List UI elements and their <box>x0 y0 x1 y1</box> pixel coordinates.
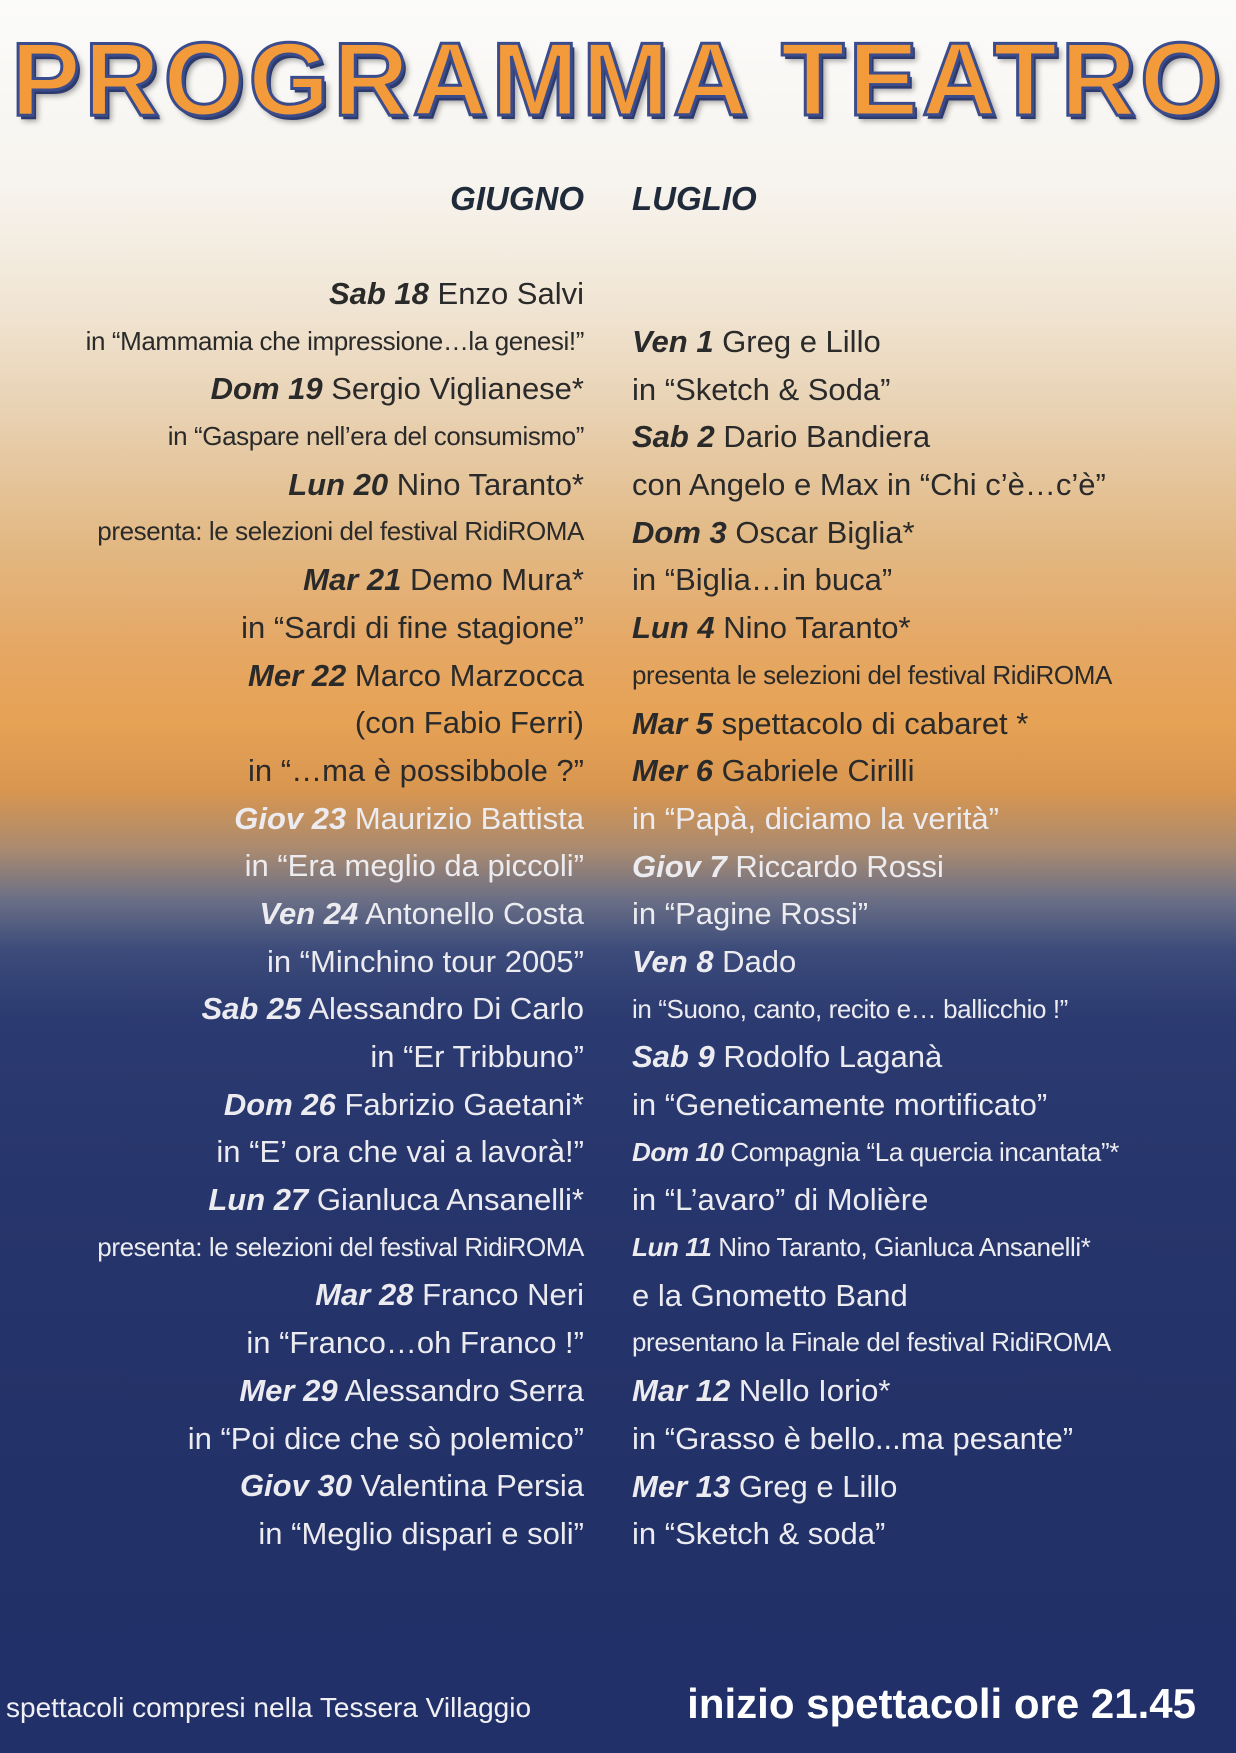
schedule-text: in “Sketch & soda” <box>632 1516 886 1552</box>
schedule-day: Giov 30 <box>239 1468 352 1504</box>
schedule-text: in “Suono, canto, recito e… ballicchio !” <box>632 993 1068 1024</box>
schedule-text: con Angelo e Max in “Chi c’è…c’è” <box>632 467 1106 503</box>
schedule-line <box>86 890 584 938</box>
schedule-text: Rodolfo Laganà <box>714 1039 943 1075</box>
july-schedule <box>632 318 1119 1558</box>
schedule-day: Dom 19 <box>210 371 323 407</box>
schedule-text: Valentina Persia <box>351 1468 584 1504</box>
schedule-text: in “Franco…oh Franco !” <box>246 1325 584 1361</box>
schedule-day: Mar 28 <box>315 1277 414 1313</box>
schedule-line <box>632 1176 1119 1224</box>
schedule-line <box>86 1128 584 1176</box>
schedule-day: Sab 18 <box>328 276 429 311</box>
schedule-line <box>86 270 584 318</box>
schedule-text: Alessandro Di Carlo <box>301 991 584 1027</box>
schedule-line <box>632 1510 1119 1558</box>
schedule-line <box>632 461 1119 509</box>
schedule-text: Dado <box>713 943 797 979</box>
schedule-day: Dom 26 <box>223 1086 336 1122</box>
schedule-day: Ven 1 <box>632 324 714 359</box>
schedule-line <box>632 986 1119 1034</box>
schedule-text: in “Er Tribbuno” <box>370 1039 584 1074</box>
schedule-line <box>86 1367 584 1415</box>
schedule-day: Lun 27 <box>208 1182 309 1218</box>
schedule-text: e la Gnometto Band <box>632 1277 908 1313</box>
schedule-line <box>632 1081 1119 1129</box>
schedule-line <box>632 1463 1119 1511</box>
schedule-text: Marco Marzocca <box>346 657 584 693</box>
schedule-day: Lun 20 <box>288 466 389 502</box>
schedule-line <box>632 938 1119 986</box>
schedule-line <box>632 843 1119 891</box>
schedule-text: Greg e Lillo <box>713 324 881 359</box>
schedule-text: Riccardo Rossi <box>726 848 944 884</box>
schedule-text: presenta le selezioni del festival RidiROMA <box>632 659 1112 690</box>
schedule-line <box>86 1224 584 1272</box>
schedule-line <box>86 1415 584 1463</box>
june-schedule <box>86 270 584 1558</box>
schedule-line <box>632 1224 1119 1272</box>
schedule-line <box>86 1462 584 1510</box>
schedule-line <box>632 652 1119 700</box>
schedule-text: in “E’ ora che vai a lavorà!” <box>216 1134 584 1170</box>
schedule-text: in “L’avaro” di Molière <box>632 1182 929 1218</box>
footer-start-time: inizio spettacoli ore 21.45 <box>687 1680 1196 1727</box>
schedule-text: in “Gaspare nell’era del consumismo” <box>167 421 584 452</box>
schedule-line <box>86 1271 584 1319</box>
schedule-line <box>632 700 1119 748</box>
schedule-line <box>86 413 584 461</box>
schedule-day: Mer 6 <box>632 753 713 789</box>
schedule-line <box>86 318 584 366</box>
schedule-day: Ven 24 <box>259 895 359 931</box>
schedule-text: Sergio Viglianese* <box>322 371 584 407</box>
schedule-line <box>86 604 584 652</box>
schedule-line <box>86 985 584 1033</box>
schedule-text: in “Era meglio da piccoli” <box>244 848 584 884</box>
schedule-text: Dario Bandiera <box>714 419 931 455</box>
schedule-line <box>86 461 584 509</box>
schedule-line <box>86 652 584 700</box>
schedule-line <box>86 365 584 413</box>
schedule-text: in “Meglio dispari e soli” <box>258 1515 584 1551</box>
schedule-text: in “Grasso è bello...ma pesante” <box>632 1420 1074 1456</box>
schedule-line <box>86 795 584 843</box>
schedule-text: Nino Taranto* <box>714 610 911 646</box>
schedule-day: Ven 8 <box>632 943 714 979</box>
schedule-line <box>86 508 584 556</box>
schedule-line <box>632 1367 1119 1415</box>
schedule-text: Nino Taranto* <box>388 466 584 502</box>
page-title: PROGRAMMA TEATRO <box>11 22 1225 138</box>
schedule-text: Oscar Biglia* <box>726 514 915 550</box>
schedule-text: presenta: le selezioni del festival RidiROMA <box>97 516 584 547</box>
schedule-day: Sab 9 <box>632 1039 715 1075</box>
schedule-day: Mar 5 <box>632 705 713 741</box>
schedule-day: Sab 25 <box>201 991 302 1027</box>
schedule-line <box>632 890 1119 938</box>
schedule-text: Demo Mura* <box>401 562 584 598</box>
schedule-text: Fabrizio Gaetani* <box>335 1086 584 1122</box>
schedule-text: Compagnia “La quercia incantata”* <box>723 1136 1119 1167</box>
schedule-text: in “Sketch & Soda” <box>632 371 891 407</box>
schedule-text: Greg e Lillo <box>730 1468 898 1504</box>
schedule-text: in “Poi dice che sò polemico” <box>187 1420 584 1456</box>
schedule-text: in “Geneticamente mortificato” <box>632 1087 1048 1122</box>
schedule-line <box>632 747 1119 795</box>
schedule-line <box>632 1033 1119 1081</box>
schedule-text: in “Papà, diciamo la verità” <box>632 800 999 836</box>
schedule-line <box>632 413 1119 461</box>
schedule-line <box>86 747 584 795</box>
schedule-day: Giov 23 <box>234 800 347 836</box>
schedule-day: Dom 10 <box>632 1136 724 1167</box>
schedule-line <box>632 1415 1119 1463</box>
month-heading-june: GIUGNO <box>450 180 584 217</box>
schedule-text: in “Pagine Rossi” <box>632 896 869 932</box>
schedule-text: Franco Neri <box>413 1277 584 1313</box>
schedule-text: in “Biglia…in buca” <box>632 562 893 598</box>
schedule-day: Lun 11 <box>632 1232 712 1263</box>
schedule-text: in “Mammamia che impressione…la genesi!” <box>85 325 584 356</box>
schedule-line <box>86 1081 584 1129</box>
schedule-line <box>86 842 584 890</box>
schedule-text: in “Sardi di fine stagione” <box>241 609 584 645</box>
schedule-text: Gianluca Ansanelli* <box>308 1182 584 1218</box>
footer-note: spettacoli compresi nella Tessera Villaggio <box>6 1692 532 1723</box>
schedule-line <box>86 1319 584 1367</box>
schedule-text: Maurizio Battista <box>346 800 584 836</box>
schedule-text: Gabriele Cirilli <box>712 753 915 789</box>
schedule-line <box>632 318 1119 366</box>
schedule-text: in “Minchino tour 2005” <box>266 943 584 979</box>
schedule-text: in “…ma è possibbole ?” <box>248 752 584 788</box>
schedule-text: Nino Taranto, Gianluca Ansanelli* <box>711 1232 1091 1263</box>
schedule-line <box>632 556 1119 604</box>
schedule-text: presenta: le selezioni del festival RidiROMA <box>97 1231 584 1262</box>
schedule-line <box>86 556 584 604</box>
schedule-text: (con Fabio Ferri) <box>354 705 584 741</box>
schedule-day: Mar 21 <box>303 562 402 598</box>
schedule-day: Mer 22 <box>248 657 347 693</box>
schedule-line <box>86 938 584 986</box>
schedule-line <box>632 1272 1119 1320</box>
schedule-day: Giov 7 <box>632 848 727 884</box>
schedule-text: Enzo Salvi <box>428 276 584 311</box>
schedule-line <box>632 1319 1119 1367</box>
schedule-text: Antonello Costa <box>358 895 584 931</box>
schedule-line <box>632 1129 1119 1177</box>
schedule-text: Nello Iorio* <box>730 1373 891 1409</box>
schedule-line <box>632 509 1119 557</box>
schedule-day: Mer 29 <box>239 1372 338 1408</box>
schedule-line <box>86 699 584 747</box>
schedule-line <box>86 1033 584 1081</box>
schedule-day: Dom 3 <box>632 514 727 550</box>
schedule-line <box>86 1510 584 1558</box>
schedule-day: Mar 12 <box>632 1373 731 1409</box>
schedule-line <box>86 1176 584 1224</box>
month-heading-july: LUGLIO <box>632 180 757 217</box>
schedule-day: Mer 13 <box>632 1468 731 1504</box>
schedule-line <box>632 795 1119 843</box>
schedule-day: Sab 2 <box>632 419 715 455</box>
schedule-text: Alessandro Serra <box>337 1372 584 1408</box>
schedule-line <box>632 604 1119 652</box>
schedule-line <box>632 366 1119 414</box>
schedule-day: Lun 4 <box>632 610 715 646</box>
schedule-text: presentano la Finale del festival RidiROMA <box>632 1327 1111 1358</box>
schedule-text: spettacolo di cabaret * <box>712 705 1029 741</box>
